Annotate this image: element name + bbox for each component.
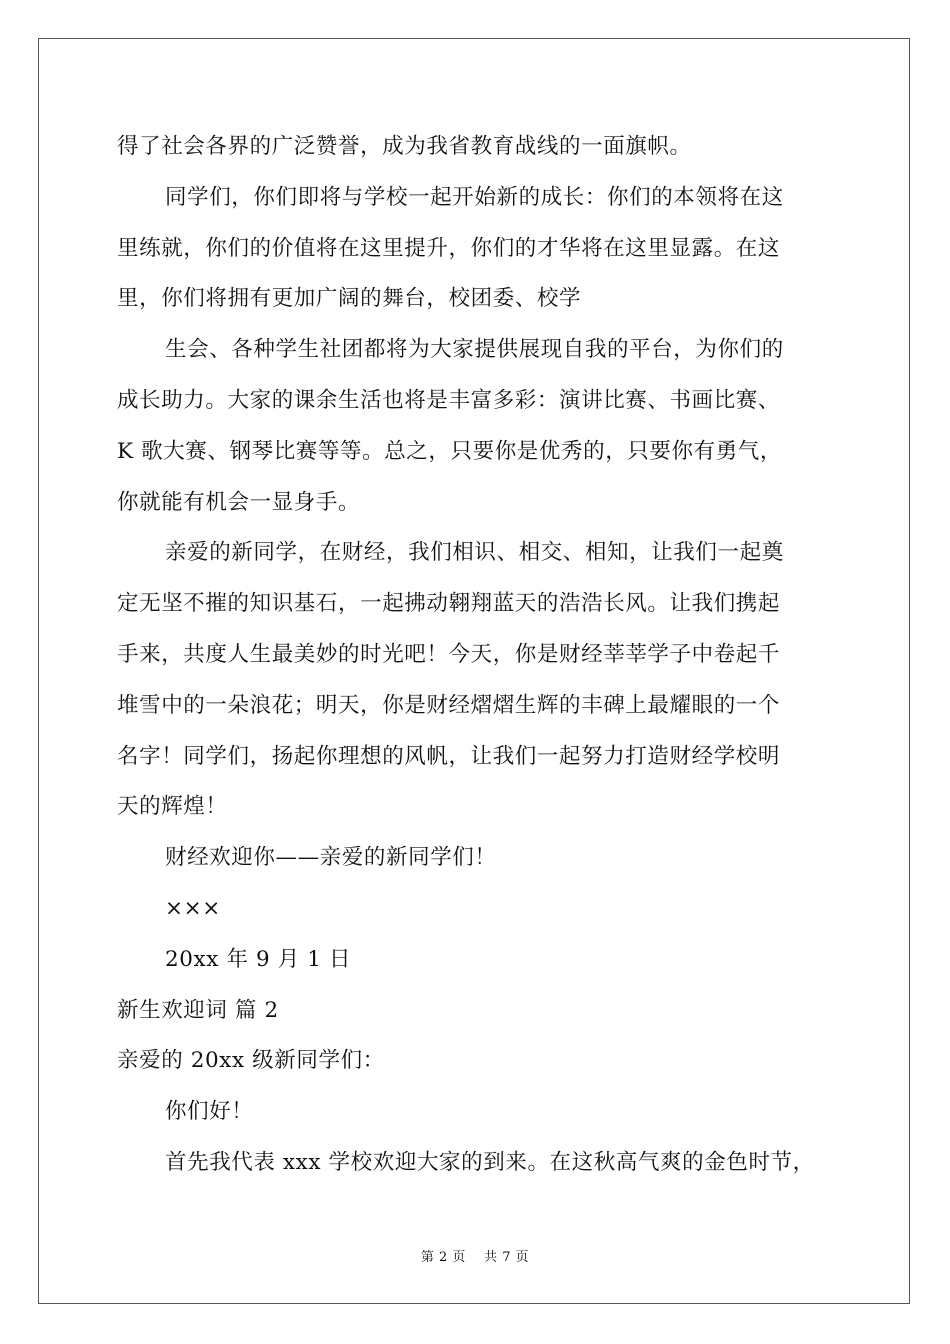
- text-line: 天的辉煌！: [117, 794, 228, 820]
- text-line: 亲爱的新同学，在财经，我们相识、相交、相知，让我们一起奠: [165, 540, 784, 566]
- greeting: 你们好！: [165, 1099, 254, 1125]
- section-heading: 新生欢迎词 篇 2: [117, 997, 279, 1023]
- text-line: 同学们，你们即将与学校一起开始新的成长：你们的本领将在这: [165, 184, 784, 210]
- text-line: 生会、各种学生社团都将为大家提供展现自我的平台，为你们的: [165, 337, 784, 363]
- text-line: 名字！同学们，扬起你理想的风帆，让我们一起努力打造财经学校明: [117, 743, 781, 769]
- text-line: 你就能有机会一显身手。: [117, 489, 361, 515]
- text-line: 堆雪中的一朵浪花；明天，你是财经熠熠生辉的丰碑上最耀眼的一个: [117, 692, 781, 718]
- text-line: 首先我代表 xxx 学校欢迎大家的到来。在这秋高气爽的金色时节，: [165, 1149, 815, 1175]
- page-footer: 第 2 页 共 7 页: [420, 1250, 530, 1265]
- salutation: 亲爱的 20xx 级新同学们：: [117, 1048, 385, 1074]
- text-line: K 歌大赛、钢琴比赛等等。总之，只要你是优秀的，只要你有勇气，: [117, 438, 782, 464]
- signature: ×××: [165, 895, 221, 921]
- text-line: 成长助力。大家的课余生活也将是丰富多彩：演讲比赛、书画比赛、: [117, 387, 781, 413]
- text-line: 定无坚不摧的知识基石，一起拂动翱翔蓝天的浩浩长风。让我们携起: [117, 591, 781, 617]
- text-line: 得了社会各界的广泛赞誉，成为我省教育战线的一面旗帜。: [117, 134, 692, 159]
- date-line: 20xx 年 9 月 1 日: [165, 946, 352, 972]
- closing-slogan: 财经欢迎你——亲爱的新同学们！: [165, 845, 497, 871]
- text-line: 里练就，你们的价值将在这里提升，你们的才华将在这里显露。在这: [117, 235, 781, 261]
- document-body: [117, 126, 837, 1193]
- text-line: 手来，共度人生最美妙的时光吧！今天，你是财经莘莘学子中卷起千: [117, 641, 781, 667]
- text-line: 里，你们将拥有更加广阔的舞台，校团委、校学: [117, 286, 582, 312]
